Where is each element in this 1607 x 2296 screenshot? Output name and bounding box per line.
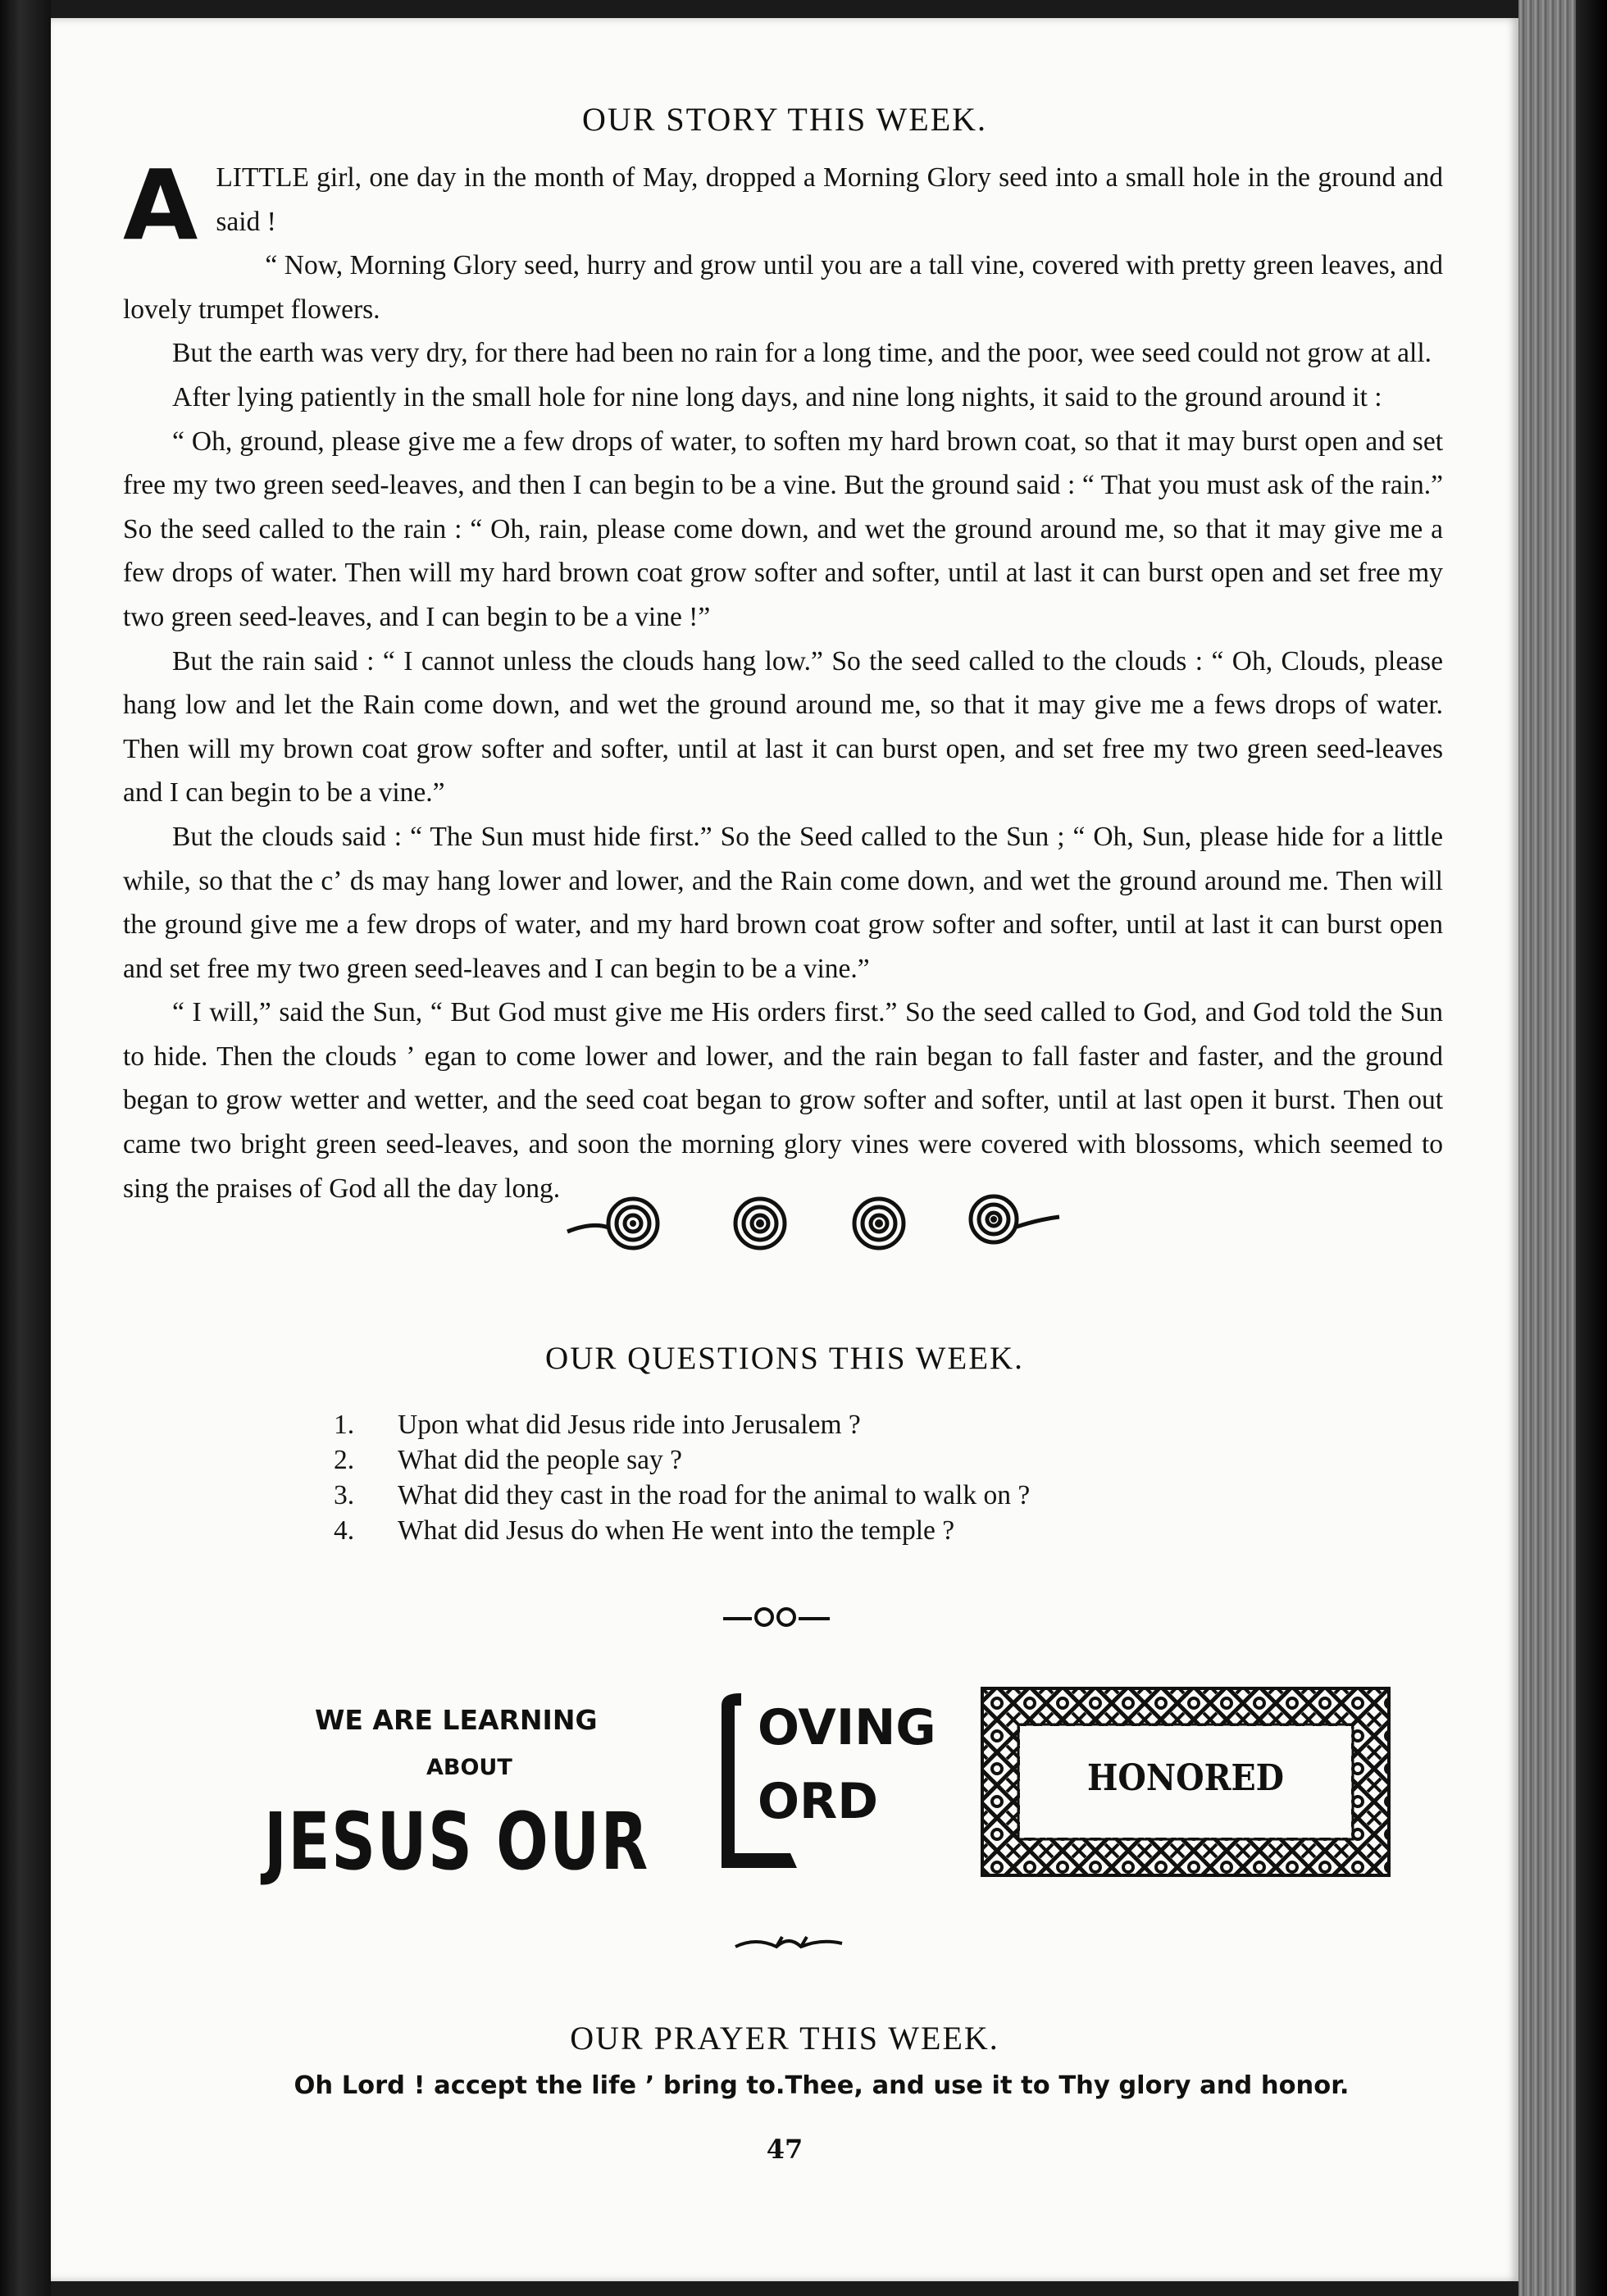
prayer-heading: OUR PRAYER THIS WEEK. [570, 2020, 999, 2057]
question-item: 2. What did the people say ? [334, 1445, 682, 1475]
learning-line-2: ABOUT [426, 1755, 512, 1780]
spiral-ornament [559, 1182, 1068, 1264]
divider-ornament-2 [731, 1927, 846, 1960]
story-paragraph: “ Now, Morning Glory seed, hurry and grow until you are a tall vine, covered with pretty green leaves, and lovely trumpet flowers. [123, 250, 1443, 325]
story-paragraph: But the earth was very dry, for there had been no rain for a long time, and the poor, wee seed could not grow at all. [172, 338, 1432, 369]
loving-word: OVING [758, 1699, 936, 1756]
lord-word: ORD [758, 1773, 879, 1830]
story-paragraph: “ Oh, ground, please give me a few drops of water, to soften my hard brown coat, so that it may burst open and set free my two green seed-leaves, and then I can begin to be a vine. But the ground said : “ That you must ask of the rain.” So the seed called to the rain : “ Oh, rain, please come down, and wet the ground around me, so that it may give me a few drops of water. Then will my hard brown coat grow softer and softer, until at last it can burst open and set free my two green seed-leaves, and I can begin to be a vine !” [123, 426, 1443, 632]
page-number: 47 [766, 2134, 804, 2165]
prayer-text: Oh Lord ! accept the life ʼ bring to.Thee, and use it to Thy glory and honor. [294, 2071, 1350, 2100]
story-paragraph: But the clouds said : “ The Sun must hide first.” So the Seed called to the Sun ; “ Oh, Sun, please hide for a little while, so that the cʼ ds may hang lower and lower, and the Rain come down, and wet the ground around me. Then will the ground give me a few drops of water, and my hard brown coat grow softer and softer, until at last it can burst open and set free my two green seed-leaves and I can begin to be a vine.” [123, 821, 1443, 984]
story-heading: OUR STORY THIS WEEK. [581, 101, 988, 138]
jesus-our-text: JESUS OUR [264, 1796, 649, 1888]
divider-ornament [719, 1601, 834, 1633]
learning-line-1: WE ARE LEARNING [315, 1704, 598, 1736]
question-item: 3. What did they cast in the road for the animal to walk on ? [334, 1480, 1031, 1510]
honored-word: HONORED [1086, 1757, 1285, 1799]
story-paragraph: But the rain said : “ I cannot unless the clouds hang low.” So the seed called to the clouds : “ Oh, Clouds, please hang low and let the Rain come down, and wet the ground around me, so that it may give me a fews drops of water. Then will my brown coat grow softer and softer, until at last it can burst open, and set free my two green seed-leaves and I can begin to be a vine.” [123, 645, 1443, 809]
story-paragraph: “ I will,” said the Sun, “ But God must give me His orders first.” So the seed called to God, and God told the Sun to hide. Then the clouds ʼ egan to come lower and lower, and the rain began to fall faster and faster, and the ground began to grow wetter and wetter, and the seed coat began to grow softer and softer, until at last open it burst. Then out came two bright green seed-leaves, and soon the morning glory vines were covered with blossoms, which seemed to sing the praises of God all the day long. [123, 997, 1443, 1204]
question-item: 1. Upon what did Jesus ride into Jerusalem ? [334, 1410, 861, 1440]
story-paragraph: ALITTLE girl, one day in the month of May, dropped a Morning Glory seed into a small hole in the ground and said ! [123, 148, 1443, 262]
book-binding-edge [0, 0, 51, 2296]
honored-frame [981, 1687, 1391, 1877]
story-paragraph: After lying patiently in the small hole for nine long days, and nine long nights, it said to the ground around it : [172, 381, 1382, 412]
page-stack-edge [1518, 0, 1607, 2296]
question-item: 4. What did Jesus do when He went into the temple ? [334, 1515, 955, 1546]
book-page [51, 18, 1518, 2281]
drop-cap: A [123, 148, 198, 262]
questions-list [334, 1407, 1318, 1548]
story-body [123, 148, 1443, 1210]
questions-heading: OUR QUESTIONS THIS WEEK. [545, 1341, 1024, 1376]
